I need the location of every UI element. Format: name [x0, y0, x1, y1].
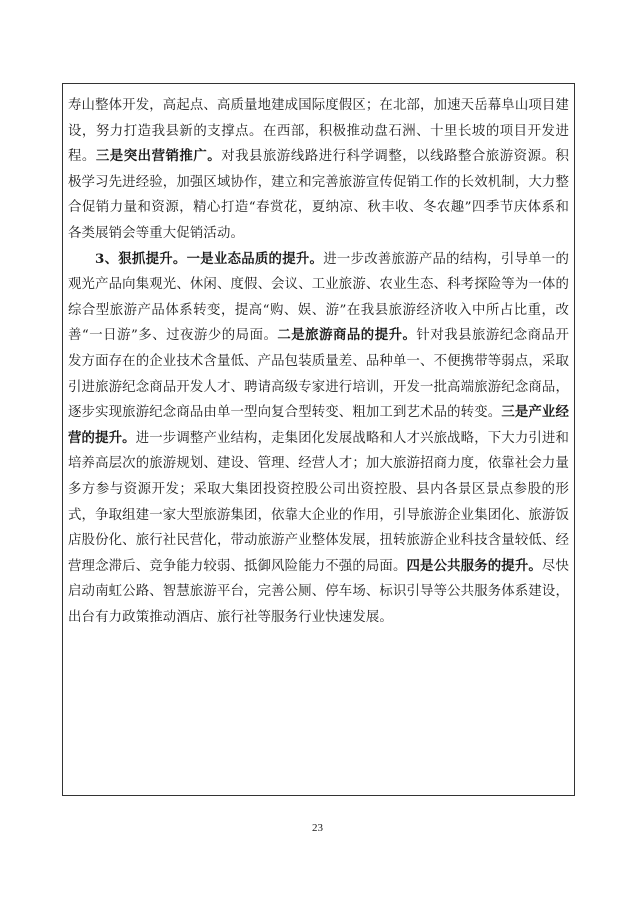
paragraph-text: 尽快启动南虹公路、智慧旅游平台，完善公厕、停车场、标识引导等公共服务体系建设，出台有力政策推动酒店、旅行社等服务行业快速发展。: [68, 558, 570, 625]
paragraph-marketing: [68, 93, 569, 247]
bold-heading-public-service: 四是公共服务的提升。: [406, 557, 542, 574]
paragraph-text: 寿山整体开发，高起点、高质量地建成国际度假区；在北部，加速天岳幕阜山项目建设，努力打造我县新的支撑点。在西部，积极推动盘石洲、十里长坡的项目开发进程。: [68, 98, 570, 165]
bold-heading-souvenir: 二是旅游商品的提升。: [277, 327, 417, 344]
section-heading: 3、狠抓提升。: [95, 250, 187, 267]
bold-heading-industry: 三是产业经营的提升。: [68, 404, 570, 446]
document-body: [68, 93, 569, 630]
paragraph-text: 针对我县旅游纪念商品开发方面存在的企业技术含量低、产品包装质量差、品种单一、不便携带等弱点，采取引进旅游纪念商品开发人才、聘请高级专家进行培训，开发一批高端旅游纪念商品，逐步实现旅游纪念商品由单一型向复合型转变、粗加工到艺术品的转变。: [68, 328, 570, 421]
paragraph-text: 进一步调整产业结构，走集团化发展战略和人才兴旅战略，下大力引进和培养高层次的旅游规划、建设、管理、经营人才；加大旅游招商力度，依靠社会力量多方参与资源开发；采取大集团投资控股公司出资控股、县内各景区景点参股的形式，争取组建一家大型旅游集团，依靠大企业的作用，引导旅游企业集团化、旅游饭店股份化、旅行社民营化，带动旅游产业整体发展，扭转旅游企业科技含量较低、经营理念滞后、竞争能力较弱、抵御风险能力不强的局面。: [68, 430, 570, 574]
page-number: 23: [312, 822, 323, 834]
bold-heading-quality: 一是业态品质的提升。: [186, 250, 324, 267]
bold-heading-marketing: 三是突出营销推广。: [95, 148, 222, 165]
paragraph-text: 对我县旅游线路进行科学调整，以线路整合旅游资源。积极学习先进经验，加强区域协作，建立和完善旅游宣传促销工作的长效机制，大力整合促销力量和资源，精心打造“春赏花，夏纳凉、秋丰收、冬农趣”四季节庆体系和各类展销会等重大促销活动。: [68, 149, 570, 241]
paragraph-text: 进一步改善旅游产品的结构，引导单一的观光产品向集观光、休闲、度假、会议、工业旅游、农业生态、科考探险等为一体的综合型旅游产品体系转变，提高“购、娱、游”在我县旅游经济收入中所占比重，改善“一日游”多、过夜游少的局面。: [68, 251, 570, 344]
paragraph-upgrade: [68, 247, 569, 631]
